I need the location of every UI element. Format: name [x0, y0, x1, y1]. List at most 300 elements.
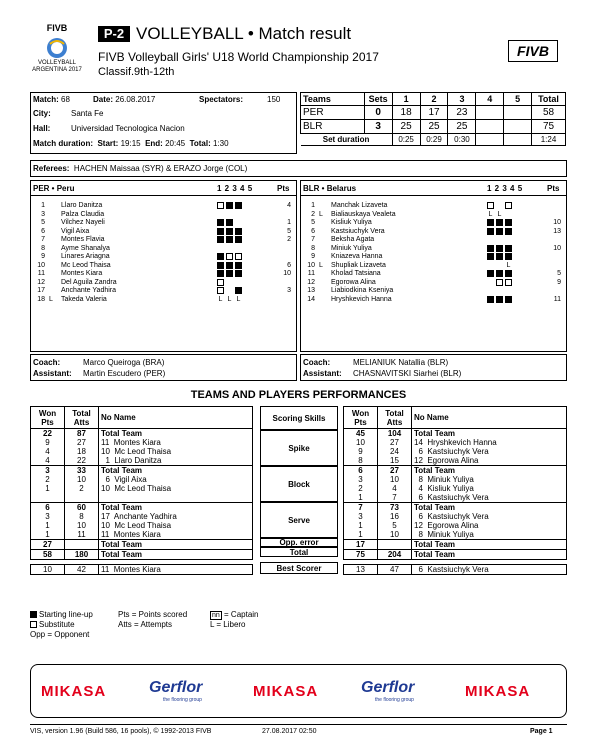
score-header: 2 [420, 93, 448, 106]
won-pts: 1 [344, 493, 378, 503]
set-duration: 0:25 [392, 134, 420, 146]
perf-right-table [343, 406, 567, 575]
total-atts: 15 [378, 456, 412, 466]
player-row [301, 202, 566, 211]
player-label: 6 Kastsiuchyk Vera [414, 447, 489, 456]
empty-slot [244, 202, 251, 209]
player-points: 4 [287, 202, 291, 209]
set-score: 17 [420, 106, 448, 120]
empty-slot [523, 211, 530, 218]
score-header-row [301, 93, 566, 106]
libero-flag: L [49, 295, 53, 303]
championship-title: FIVB Volleyball Girls' U18 World Championship 2017 [98, 50, 379, 64]
perf-opp-error-row [344, 540, 567, 550]
empty-slot [505, 236, 512, 243]
starting-square-icon [30, 611, 37, 618]
set-score: 25 [392, 120, 420, 134]
player-label: Total Team [412, 550, 567, 560]
player-label: Total Team [412, 503, 567, 513]
total-atts: 204 [378, 550, 412, 560]
empty-slot [514, 270, 521, 277]
empty-slot [505, 211, 512, 218]
player-name: Del Aguila Zandra [61, 278, 117, 286]
perf-total-row [344, 466, 567, 476]
player-label: 12 Egorowa Alina [414, 456, 479, 465]
empty-slot [253, 270, 260, 277]
won-pts: 1 [31, 521, 65, 530]
team-right-box [300, 180, 567, 352]
player-number: 6 [311, 227, 315, 235]
starting-square-icon [505, 245, 512, 252]
starting-square-icon [217, 270, 224, 277]
player-name: Montes Kiara [61, 270, 103, 277]
won-pts: 27 [31, 540, 65, 550]
team-code: PER [301, 106, 365, 120]
match-number: 68 [61, 95, 70, 104]
empty-slot [514, 245, 521, 252]
score-row-per [301, 106, 566, 120]
perf-header: No Name [99, 407, 253, 429]
player-label: Total Team [101, 429, 143, 438]
libero-set-mark: L [227, 295, 232, 303]
total-atts [65, 493, 99, 503]
starting-square-icon [235, 287, 242, 294]
score-header: Total [532, 93, 566, 106]
empty-slot [244, 270, 251, 277]
best-scorer-label: Best Scorer [260, 562, 338, 574]
best-scorer-row [31, 565, 253, 575]
perf-header: No Name [412, 407, 567, 429]
player-number: 7 [311, 236, 315, 243]
player-row [301, 253, 566, 262]
empty-slot [514, 202, 521, 209]
player-name: Kniazeva Hanna [331, 253, 383, 260]
total-atts [65, 540, 99, 550]
player-row [301, 296, 566, 305]
player-name: Mc Leod Thaisa [61, 261, 111, 269]
total-atts: 10 [65, 475, 99, 484]
set-duration: 0:30 [448, 134, 476, 146]
set-duration: 1:24 [532, 134, 566, 146]
perf-header: Total Atts [65, 407, 99, 429]
player-number: 2 [311, 210, 315, 218]
perf-total-row [31, 550, 253, 560]
player-label: 10 Mc Leod Thaisa [101, 447, 172, 456]
starting-square-icon [487, 296, 494, 303]
starting-square-icon [505, 296, 512, 303]
total-atts: 22 [65, 456, 99, 466]
substitute-square-icon [226, 253, 233, 260]
empty-slot [226, 279, 233, 286]
player-number: 5 [311, 219, 315, 226]
starting-square-icon [226, 236, 233, 243]
team-code: BLR [301, 120, 365, 134]
legend-libero: L = Libero [210, 620, 246, 629]
player-row [301, 262, 566, 271]
assistant-name: CHASNAVITSKI Siarhei (BLR) [353, 369, 462, 378]
empty-slot [253, 279, 260, 286]
player-row [31, 228, 296, 237]
starting-square-icon [505, 270, 512, 277]
player-points: 10 [553, 219, 561, 226]
total-atts: 27 [378, 466, 412, 476]
empty-slot [523, 262, 530, 269]
empty-slot [523, 296, 530, 303]
libero-flag: L [319, 210, 323, 218]
empty-slot [253, 236, 260, 243]
start-time: 19:15 [120, 139, 141, 148]
player-name: Beksha Agata [331, 236, 375, 243]
player-label: 6 Vigil Aixa [101, 475, 147, 484]
player-number: 8 [311, 244, 315, 252]
won-pts: 7 [344, 503, 378, 513]
player-number: 11 [307, 270, 315, 277]
perf-total-row [344, 503, 567, 513]
starting-square-icon [496, 270, 503, 277]
perf-player-row [344, 493, 567, 503]
set-duration [476, 134, 504, 146]
set-score: 25 [448, 120, 476, 134]
player-number: 1 [311, 202, 315, 209]
empty-slot [244, 219, 251, 226]
perf-total-row [344, 550, 567, 560]
perf-player-row [344, 447, 567, 456]
starting-square-icon [217, 253, 224, 260]
starting-square-icon [217, 236, 224, 243]
hall-value: Universidad Tecnologica Nacion [71, 124, 185, 133]
empty-slot [253, 253, 260, 260]
starting-square-icon [496, 253, 503, 260]
player-label: Total Team [99, 540, 253, 550]
player-name: Llaro Danitza [61, 202, 103, 209]
empty-slot [244, 253, 251, 260]
empty-slot [253, 219, 260, 226]
coach-label: Coach: [303, 358, 331, 367]
player-label: Total Team [99, 466, 253, 476]
empty-slot [244, 211, 251, 218]
player-row [301, 219, 566, 228]
starting-square-icon [496, 245, 503, 252]
player-name: Takeda Valeria [61, 295, 107, 303]
won-pts: 4 [31, 456, 65, 466]
empty-slot [514, 228, 521, 235]
won-pts: 4 [31, 447, 65, 456]
empty-slot [244, 236, 251, 243]
empty-slot [496, 262, 503, 269]
won-pts: 1 [31, 530, 65, 540]
empty-slot [523, 228, 530, 235]
won-pts: 1 [31, 484, 65, 493]
perf-player-row [31, 521, 253, 530]
player-row [31, 245, 296, 254]
starting-square-icon [217, 262, 224, 269]
team-left-box [30, 180, 297, 352]
score-header: 1 [392, 93, 420, 106]
total-atts: 104 [378, 429, 412, 439]
perf-total-row [344, 429, 567, 439]
won-pts: 8 [344, 456, 378, 466]
skill-opp-error: Opp. error [260, 538, 338, 547]
set-score: 18 [392, 106, 420, 120]
player-points: 10 [553, 244, 561, 252]
perf-player-row [31, 530, 253, 540]
city-value: Santa Fe [71, 109, 104, 118]
spectators-value: 150 [267, 95, 281, 104]
won-pts: 2 [344, 484, 378, 493]
skill-serve: Serve [260, 502, 338, 538]
perf-header: Total Atts [378, 407, 412, 429]
empty-slot [514, 219, 521, 226]
player-label: 6 Kastsiuchyk Vera [414, 512, 489, 521]
match-label: Match: [33, 95, 59, 104]
empty-slot [253, 245, 260, 252]
player-name: Kastsiuchyk Vera [331, 227, 385, 235]
player-points: 6 [287, 261, 291, 269]
sponsors-banner [30, 664, 567, 718]
empty-slot [244, 279, 251, 286]
coach-name: Marco Queiroga (BRA) [83, 358, 165, 367]
player-points: 10 [283, 270, 291, 277]
player-name: Shupliak Lizaveta [331, 261, 386, 269]
assistant-label: Assistant: [33, 369, 72, 378]
total-score: 58 [532, 106, 566, 120]
perf-player-row [344, 456, 567, 466]
set-score [504, 106, 532, 120]
referees-label: Referees: [33, 164, 70, 173]
won-pts: 3 [31, 512, 65, 521]
player-number: 18 [37, 295, 45, 303]
empty-slot [523, 245, 530, 252]
perf-player-row [344, 512, 567, 521]
substitute-square-icon [505, 202, 512, 209]
total-atts: 10 [378, 475, 412, 484]
logo-line-2: ARGENTINA 2017 [32, 67, 82, 73]
empty-slot [244, 262, 251, 269]
player-name: Hryshkevich Hanna [331, 295, 392, 303]
pts-header: Pts [547, 184, 560, 193]
libero-set-mark: L [236, 295, 241, 303]
player-name: Manchak Lizaveta [331, 202, 388, 209]
won-pts: 13 [344, 565, 378, 575]
skill-total: Total [260, 547, 338, 557]
empty-slot [487, 236, 494, 243]
player-name: Vigil Aixa [61, 227, 90, 235]
won-pts: 6 [344, 466, 378, 476]
start-label: Start: [97, 139, 119, 148]
perf-player-row [31, 447, 253, 456]
total-atts: 24 [378, 447, 412, 456]
total-atts: 10 [378, 530, 412, 540]
player-label [99, 493, 253, 503]
empty-slot [487, 262, 494, 269]
team-left-staff-box [30, 354, 297, 381]
footer-page: Page 1 [530, 728, 553, 735]
player-name: Vilchez Nayeli [61, 219, 105, 226]
player-row [31, 236, 296, 245]
player-row [31, 296, 296, 305]
player-label: 11 Montes Kiara [101, 438, 161, 447]
score-header: 5 [504, 93, 532, 106]
sponsor-mikasa-1: MIKASA [41, 683, 107, 700]
footer-version: VIS, version 1.96 (Build 586, 16 pools), © 1992-2013 FIVB [30, 728, 212, 735]
player-number: 13 [307, 287, 315, 294]
empty-slot [217, 211, 224, 218]
player-number: 5 [41, 219, 45, 226]
player-number: 10 [37, 261, 45, 269]
sets-header: 1 2 3 4 5 [487, 184, 523, 193]
won-pts: 17 [344, 540, 378, 550]
city-label: City: [33, 109, 51, 118]
won-pts: 22 [31, 429, 65, 439]
starting-square-icon [487, 253, 494, 260]
player-row [301, 236, 566, 245]
score-table [300, 92, 566, 146]
empty-slot [253, 296, 260, 303]
player-sets [487, 296, 532, 305]
won-pts [31, 493, 65, 503]
player-name: Kholad Tatsiana [331, 270, 381, 277]
player-label: 11 Montes Kiara [101, 530, 161, 539]
empty-slot [226, 245, 233, 252]
skills-header: Scoring Skills [260, 406, 338, 430]
perf-player-row [344, 484, 567, 493]
substitute-square-icon [217, 202, 224, 209]
score-header: Teams [301, 93, 365, 106]
libero-set-mark: L [497, 210, 502, 218]
starting-square-icon [235, 228, 242, 235]
score-header: Sets [364, 93, 392, 106]
team-right-staff-box [300, 354, 567, 381]
player-label: 8 Miniuk Yuliya [414, 530, 474, 539]
total-atts: 33 [65, 466, 99, 476]
player-number: 12 [37, 278, 45, 286]
player-name: Miniuk Yuliya [331, 244, 372, 252]
player-name: Bialiauskaya Vealeta [331, 210, 396, 218]
set-score [476, 106, 504, 120]
perf-total-row [31, 503, 253, 513]
sponsor-gerflor-2: Gerflor [361, 679, 415, 696]
match-info-box [30, 92, 297, 154]
player-name: Ayme Shanalya [61, 244, 110, 252]
empty-slot [253, 287, 260, 294]
legend-starting: Starting line-up [39, 610, 93, 619]
sets-won: 3 [364, 120, 392, 134]
libero-set-mark: L [506, 261, 511, 269]
player-points: 1 [287, 219, 291, 226]
substitute-square-icon [496, 279, 503, 286]
skill-block: Block [260, 466, 338, 502]
substitute-square-icon [505, 279, 512, 286]
player-name: Kisliuk Yuliya [331, 219, 372, 226]
player-label: Total Team [414, 429, 456, 438]
starting-square-icon [217, 228, 224, 235]
perf-opp-error-row [31, 540, 253, 550]
player-number: 10 [307, 261, 315, 269]
fivb-volleyball-logo [26, 22, 88, 78]
total-atts: 16 [378, 512, 412, 521]
sets-won: 0 [364, 106, 392, 120]
player-label: 10 Mc Leod Thaisa [101, 521, 172, 530]
empty-slot [244, 287, 251, 294]
empty-slot [244, 228, 251, 235]
perf-player-row [344, 475, 567, 484]
assistant-label: Assistant: [303, 369, 342, 378]
score-row-blr [301, 120, 566, 134]
player-sets [217, 296, 262, 306]
won-pts: 9 [31, 438, 65, 447]
player-number: 11 [37, 270, 45, 277]
date-label: Date: [93, 95, 114, 104]
perf-player-row [31, 438, 253, 447]
starting-square-icon [226, 202, 233, 209]
starting-square-icon [487, 245, 494, 252]
player-points: 5 [287, 227, 291, 235]
player-row [31, 287, 296, 296]
team-right-name: BLR • Belarus [303, 184, 357, 193]
page-title: VOLLEYBALL • Match result [136, 24, 352, 43]
player-label: Total Team [412, 540, 567, 550]
starting-square-icon [226, 262, 233, 269]
player-row [31, 211, 296, 220]
skill-spike: Spike [260, 430, 338, 466]
player-points: 13 [553, 227, 561, 235]
total-atts: 87 [65, 429, 99, 439]
starting-square-icon [226, 270, 233, 277]
total-atts: 42 [65, 565, 99, 575]
perf-player-row [344, 438, 567, 447]
won-pts: 10 [31, 565, 65, 575]
empty-slot [235, 245, 242, 252]
player-list-left [31, 202, 296, 304]
player-name: Liabiodkina Kseniya [331, 287, 394, 294]
player-number: 6 [41, 227, 45, 235]
empty-slot [523, 219, 530, 226]
player-row [301, 211, 566, 220]
won-pts: 3 [344, 512, 378, 521]
perf-header: Won Pts [31, 407, 65, 429]
total-label: Total: [189, 139, 211, 148]
coach-label: Coach: [33, 358, 61, 367]
substitute-square-icon [217, 287, 224, 294]
perf-player-row [31, 475, 253, 484]
empty-slot [514, 296, 521, 303]
starting-square-icon [226, 228, 233, 235]
won-pts: 2 [31, 475, 65, 484]
legend-atts: Atts = Attempts [118, 620, 173, 629]
empty-slot [514, 262, 521, 269]
won-pts: 58 [31, 550, 65, 560]
empty-slot [235, 211, 242, 218]
total-time: 1:30 [212, 139, 229, 148]
perf-header-row [31, 407, 253, 429]
empty-slot [514, 211, 521, 218]
total-atts: 2 [65, 484, 99, 493]
player-row [301, 287, 566, 296]
player-label: 4 Kisliuk Yuliya [414, 484, 474, 493]
empty-slot [487, 279, 494, 286]
player-row [301, 245, 566, 254]
hall-label: Hall: [33, 124, 51, 133]
player-label: 6 Kastsiuchyk Vera [414, 565, 489, 574]
won-pts: 3 [31, 466, 65, 476]
starting-square-icon [235, 202, 242, 209]
referees-box [30, 160, 567, 177]
player-row [301, 270, 566, 279]
player-label: Total Team [99, 550, 253, 560]
captain-box: nn [212, 612, 220, 619]
empty-slot [253, 211, 260, 218]
assistant-name: Martin Escudero (PER) [83, 369, 166, 378]
